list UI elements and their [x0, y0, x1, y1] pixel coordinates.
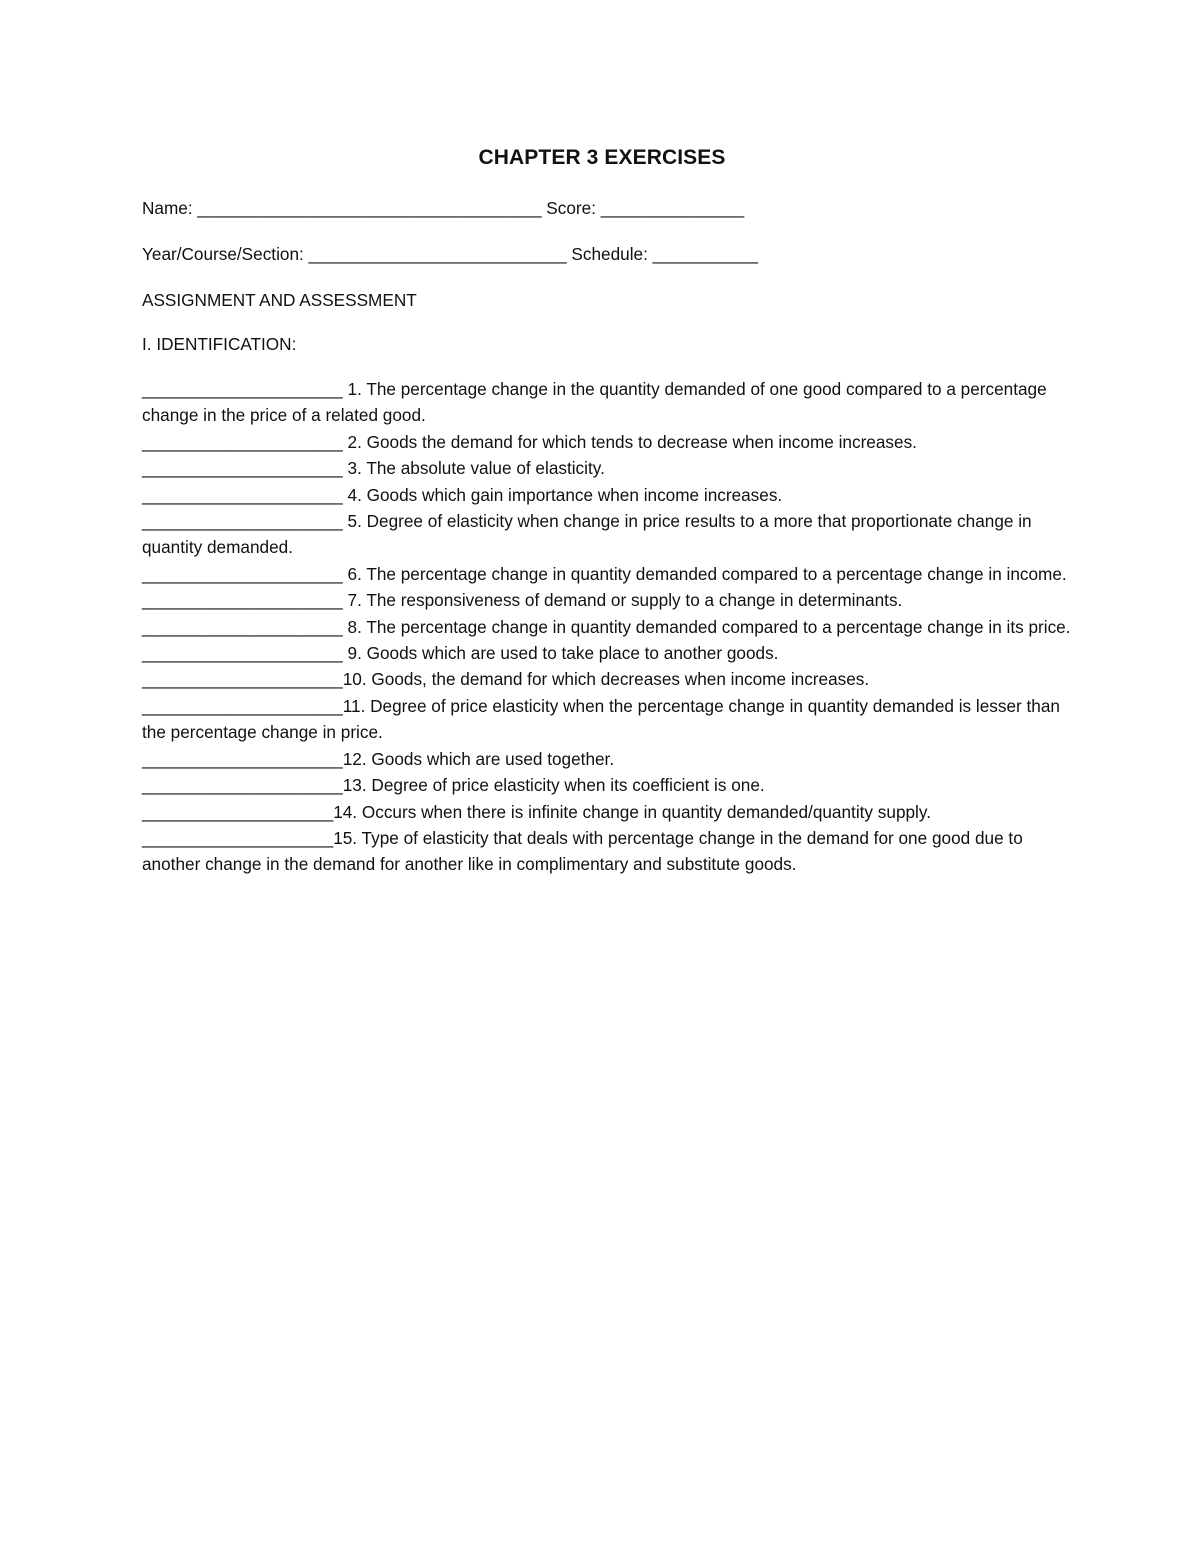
- document-page: [142, 146, 1072, 878]
- answer-blank: _____________________: [142, 775, 343, 796]
- question-item: [142, 614, 1072, 640]
- question-text: 15. Type of elasticity that deals with percentage change in the demand for one good due to another change in the demand for another like in complimentary and substitute goods.: [142, 827, 1023, 875]
- part-heading: I. IDENTIFICATION:: [142, 334, 297, 354]
- answer-blank: _____________________: [142, 563, 348, 584]
- answer-blank: _____________________: [142, 643, 348, 664]
- question-item: [142, 825, 1072, 878]
- answer-blank: _____________________: [142, 616, 348, 637]
- page-title: CHAPTER 3 EXERCISES: [478, 146, 726, 169]
- question-item: [142, 482, 1072, 508]
- answer-blank: _____________________: [142, 590, 348, 611]
- question-item: [142, 799, 1072, 825]
- question-item: [142, 772, 1072, 798]
- question-item: [142, 640, 1072, 666]
- answer-blank: _____________________: [142, 431, 348, 452]
- question-item: [142, 561, 1072, 587]
- question-item: [142, 666, 1072, 692]
- question-item: [142, 455, 1072, 481]
- question-text: 7. The responsiveness of demand or supply to a change in determinants.: [347, 590, 903, 611]
- question-text: 4. Goods which gain importance when income increases.: [347, 484, 783, 505]
- answer-blank: _____________________: [142, 379, 348, 399]
- question-item: [142, 746, 1072, 772]
- question-text: 10. Goods, the demand for which decreases when income increases.: [342, 669, 870, 690]
- question-text: 2. Goods the demand for which tends to decrease when income increases.: [347, 431, 917, 452]
- question-text: 13. Degree of price elasticity when its coefficient is one.: [342, 775, 765, 796]
- question-item: [142, 587, 1072, 613]
- question-item: [142, 376, 1072, 429]
- question-list: [142, 376, 1072, 878]
- answer-blank: _____________________: [142, 748, 343, 769]
- question-text: 8. The percentage change in quantity demanded compared to a percentage change in its price.: [347, 616, 1071, 637]
- question-text: 14. Occurs when there is infinite change in quantity demanded/quantity supply.: [333, 801, 931, 822]
- answer-blank: _____________________: [142, 511, 348, 532]
- question-text: 1. The percentage change in the quantity demanded of one good compared to a percentage change in the price of a related good.: [142, 379, 1047, 426]
- question-text: 5. Degree of elasticity when change in price results to a more that proportionate change in quantity demanded.: [142, 511, 1032, 558]
- question-text: 12. Goods which are used together.: [342, 748, 615, 769]
- answer-blank: _____________________: [142, 484, 348, 505]
- answer-blank: ____________________: [142, 827, 334, 848]
- question-text: 9. Goods which are used to take place to another goods.: [347, 643, 779, 664]
- answer-blank: _____________________: [142, 458, 348, 479]
- question-item: [142, 508, 1072, 561]
- section-heading: ASSIGNMENT AND ASSESSMENT: [142, 290, 417, 310]
- question-item: [142, 693, 1072, 746]
- question-text: 11. Degree of price elasticity when the percentage change in quantity demanded is lesser than the percentage change in price.: [142, 695, 1060, 743]
- answer-blank: _____________________: [142, 695, 343, 716]
- answer-blank: _____________________: [142, 669, 343, 690]
- question-text: 3. The absolute value of elasticity.: [347, 458, 605, 479]
- question-text: 6. The percentage change in quantity demanded compared to a percentage change in income.: [347, 563, 1067, 584]
- name-score-line: Name: ____________________________________ Score: _______________: [142, 198, 745, 218]
- question-item: [142, 429, 1072, 455]
- year-course-schedule-line: Year/Course/Section: ___________________________ Schedule: ___________: [142, 244, 758, 264]
- answer-blank: ____________________: [142, 801, 334, 822]
